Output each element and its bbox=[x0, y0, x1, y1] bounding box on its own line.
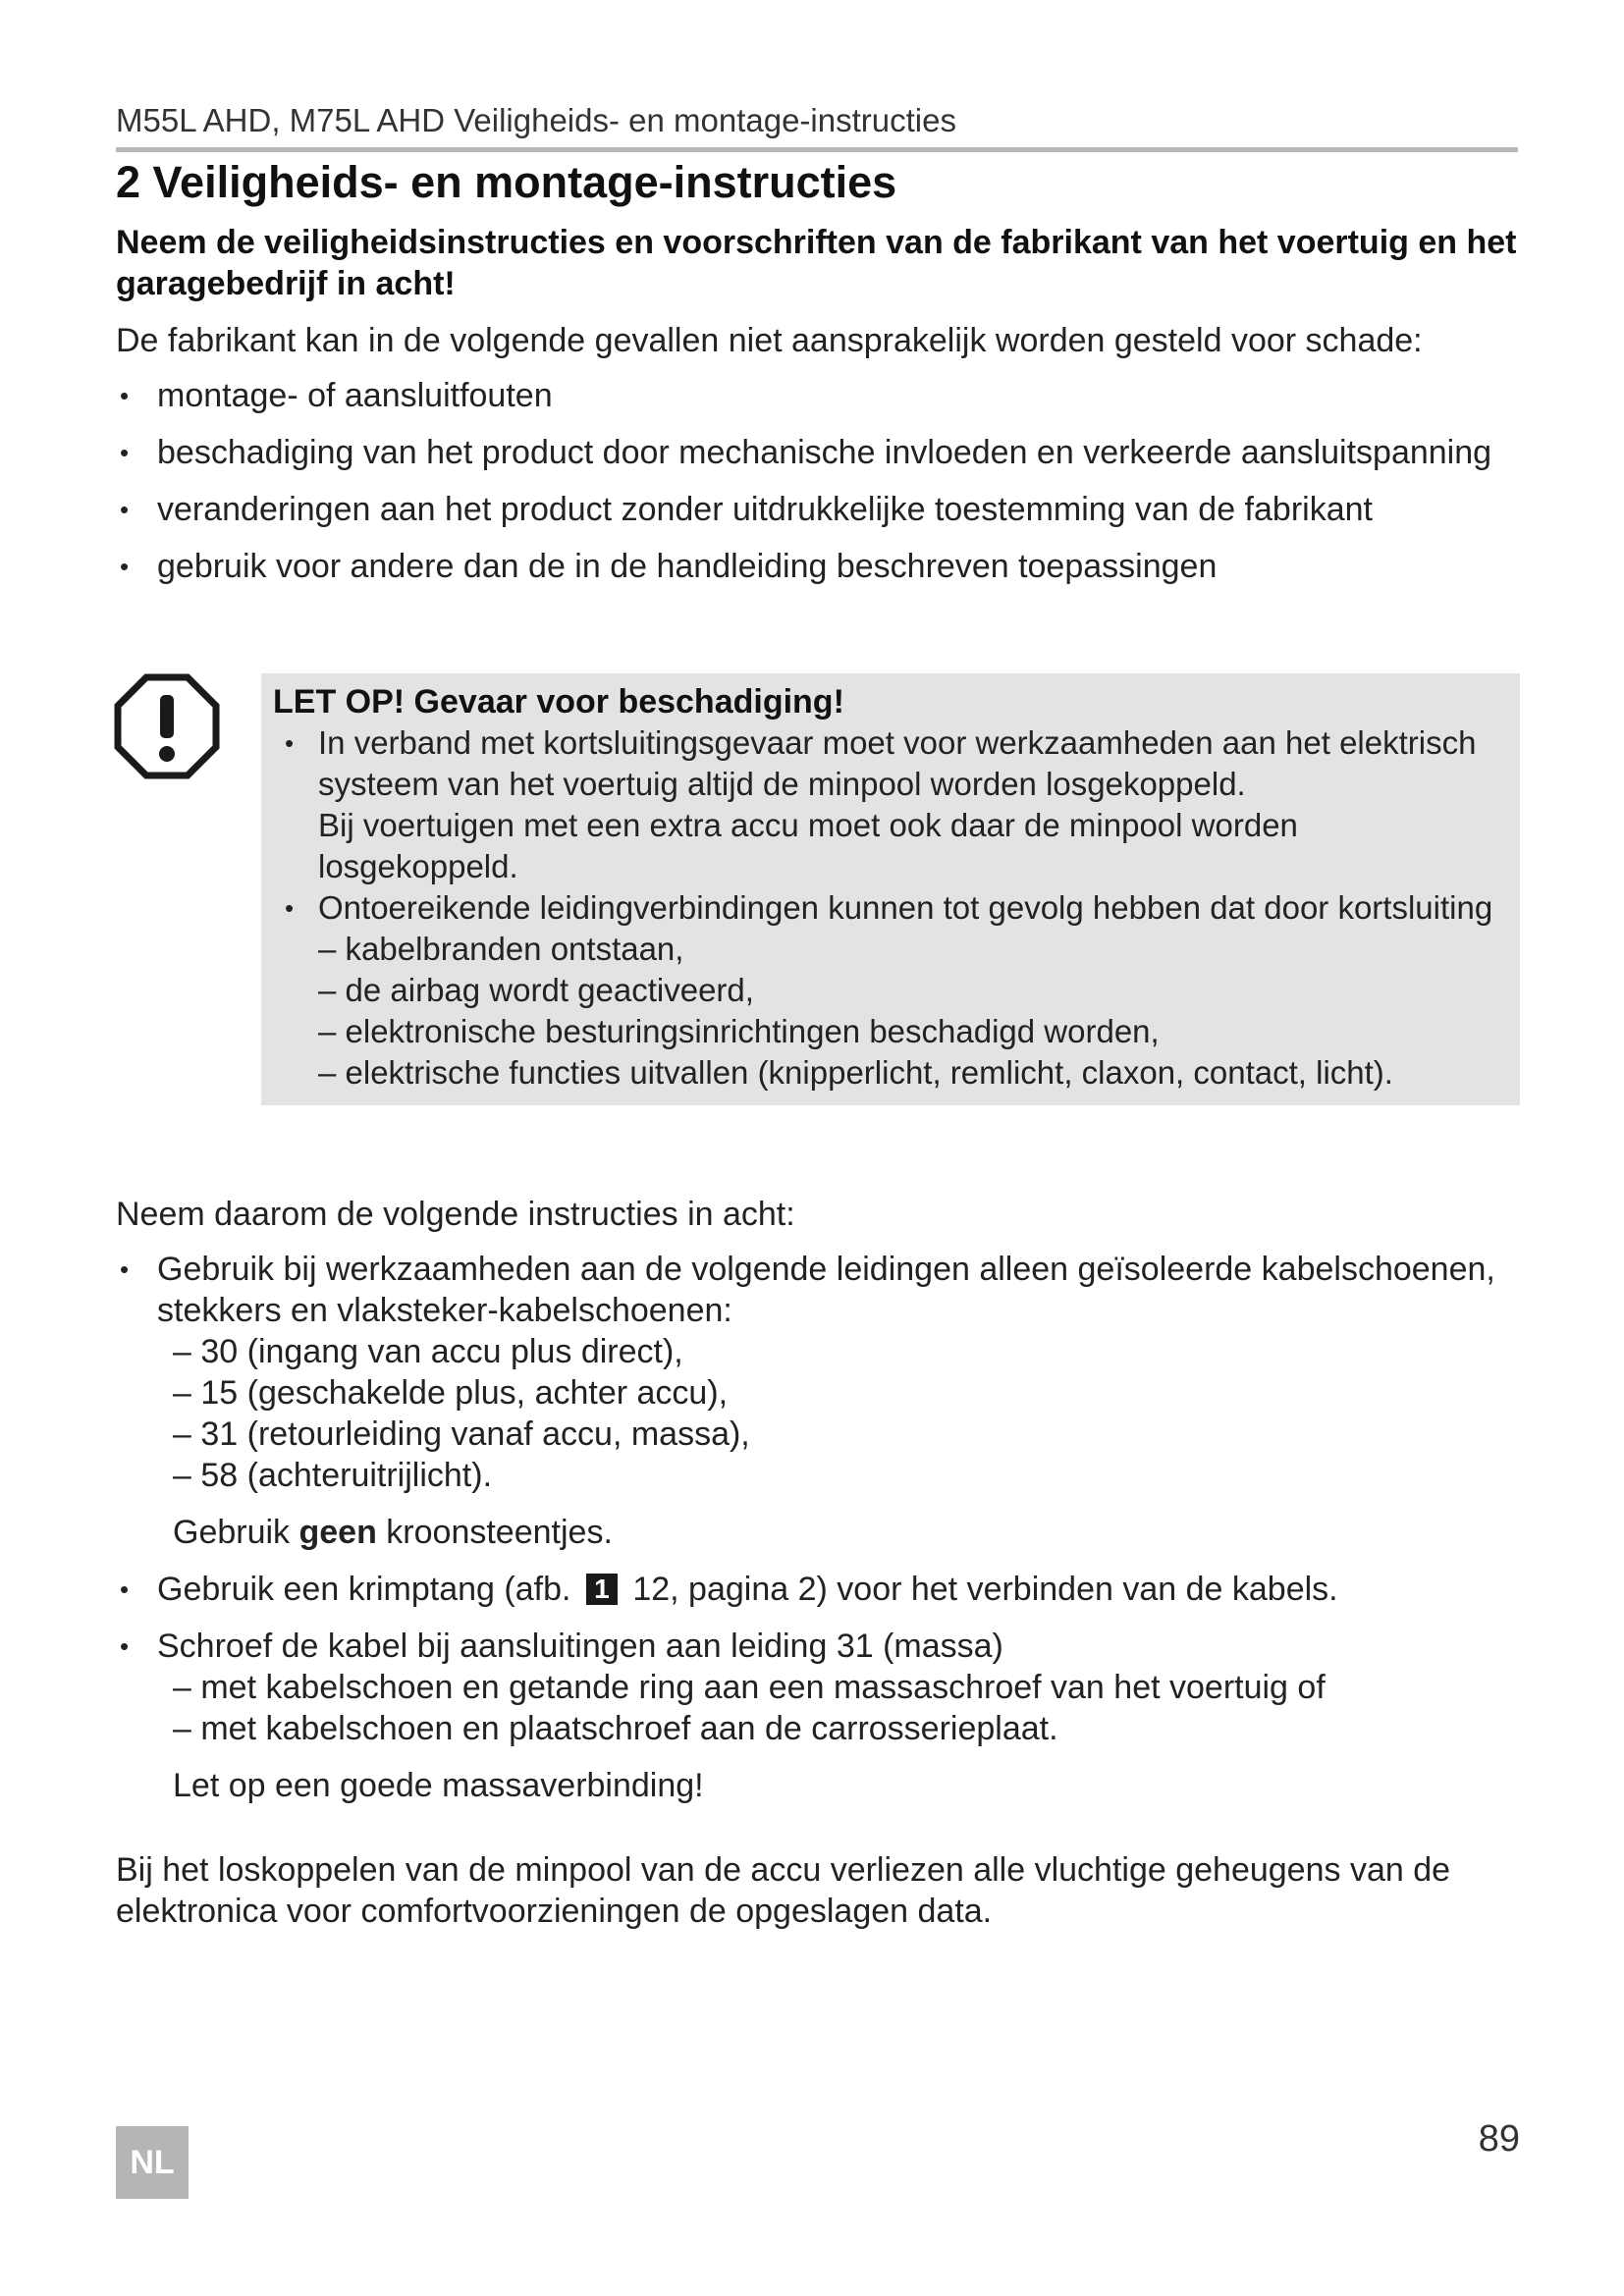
warning-octagon-icon bbox=[114, 673, 220, 779]
section-title: 2 Veiligheids- en montage-instructies bbox=[116, 157, 897, 207]
list-item: • gebruik voor andere dan de in de handleiding beschreven toepassingen bbox=[116, 546, 1520, 587]
list-item bbox=[116, 1569, 1520, 1610]
warning-list bbox=[273, 722, 1502, 1094]
list-item: • veranderingen aan het product zonder uitdrukkelijke toestemming van de fabrikant bbox=[116, 489, 1520, 530]
warning-item-text: Bij voertuigen met een extra accu moet ook daar de minpool worden losgekoppeld. bbox=[318, 807, 1298, 884]
page-header: M55L AHD, M75L AHD Veiligheids- en montage-instructies bbox=[116, 102, 1518, 152]
note-emphasis: geen bbox=[298, 1514, 377, 1551]
instruction-subitem: – met kabelschoen en plaatschroef aan de carrosserieplaat. bbox=[173, 1710, 1058, 1747]
warning-item-text: • Ontoereikende leidingverbindingen kunnen tot gevolg hebben dat door kortsluiting bbox=[318, 889, 1493, 926]
liability-list bbox=[116, 375, 1520, 587]
liability-intro: De fabrikant kan in de volgende gevallen niet aansprakelijk worden gesteld voor schade: bbox=[116, 322, 1423, 359]
warning-title: LET OP! Gevaar voor beschadiging! bbox=[273, 683, 844, 721]
instruction-text: Gebruik een krimptang (afb. bbox=[157, 1571, 571, 1608]
instruction-note: Let op een goede massaverbinding! bbox=[173, 1767, 704, 1804]
warning-subitem: – de airbag wordt geactiveerd, bbox=[318, 972, 754, 1008]
list-item: • beschadiging van het product door mechanische invloeden en verkeerde aansluitspanning bbox=[116, 432, 1520, 473]
list-item bbox=[116, 1626, 1520, 1806]
warning-subitem: – kabelbranden ontstaan, bbox=[318, 931, 684, 967]
instruction-note bbox=[157, 1512, 1520, 1553]
page-number: 89 bbox=[1478, 2118, 1520, 2160]
note-text: Gebruik bbox=[173, 1514, 299, 1551]
warning-subitem: – elektrische functies uitvallen (knipperlicht, remlicht, claxon, contact, licht). bbox=[318, 1054, 1393, 1091]
instruction-text: • Gebruik bij werkzaamheden aan de volgende leidingen alleen geïsoleerde kabelschoenen, stekkers en vlaksteker-kabelschoenen: bbox=[157, 1251, 1495, 1329]
list-item bbox=[273, 887, 1502, 1094]
figure-reference-badge: 1 bbox=[586, 1574, 618, 1605]
language-badge: NL bbox=[116, 2126, 189, 2199]
closing-paragraph: Bij het loskoppelen van de minpool van de accu verliezen alle vluchtige geheugens van de elektronica voor comfortvoorzieningen de opgeslagen data. bbox=[116, 1851, 1451, 1930]
instruction-text: 12, pagina 2) voor het verbinden van de kabels. bbox=[632, 1571, 1338, 1608]
note-text: kroonsteentjes. bbox=[376, 1514, 613, 1551]
safety-intro-bold: Neem de veiligheidsinstructies en voorschriften van de fabrikant van het voertuig en het garagebedrijf in acht! bbox=[116, 224, 1517, 302]
instructions-list bbox=[116, 1249, 1520, 1806]
list-item bbox=[273, 722, 1502, 887]
list-item: • montage- of aansluitfouten bbox=[116, 375, 1520, 416]
instruction-subitem: – 30 (ingang van accu plus direct), bbox=[173, 1333, 683, 1370]
instructions-intro: Neem daarom de volgende instructies in acht: bbox=[116, 1196, 795, 1233]
warning-subitem: – elektronische besturingsinrichtingen beschadigd worden, bbox=[318, 1013, 1160, 1049]
instruction-subitem: – 31 (retourleiding vanaf accu, massa), bbox=[173, 1415, 750, 1453]
list-item bbox=[116, 1249, 1520, 1553]
instruction-text: • Schroef de kabel bij aansluitingen aan leiding 31 (massa) bbox=[157, 1628, 1003, 1665]
instruction-subitem: – 15 (geschakelde plus, achter accu), bbox=[173, 1374, 729, 1412]
warning-item-text: • In verband met kortsluitingsgevaar moet voor werkzaamheden aan het elektrisch systeem van het voertuig altijd de minpool worden losgekoppeld. bbox=[318, 724, 1477, 802]
warning-box bbox=[261, 673, 1520, 1105]
instruction-subitem: – 58 (achteruitrijlicht). bbox=[173, 1457, 493, 1494]
instruction-subitem: – met kabelschoen en getande ring aan een massaschroef van het voertuig of bbox=[173, 1669, 1326, 1706]
